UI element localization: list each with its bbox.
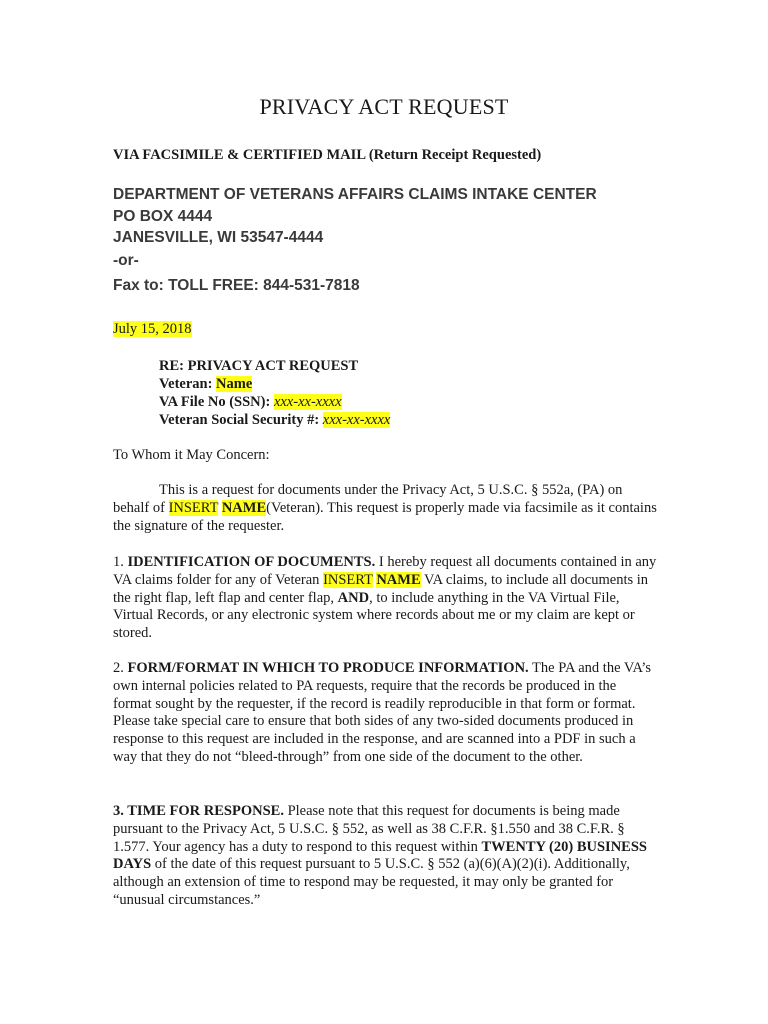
p1-name: NAME xyxy=(221,499,267,516)
file-no-label: VA File No (SSN): xyxy=(159,394,274,410)
salutation: To Whom it May Concern: xyxy=(113,447,270,463)
p3-num: 2. xyxy=(113,660,128,676)
fax-line: Fax to: TOLL FREE: 844-531-7818 xyxy=(113,277,360,294)
p3-heading: FORM/FORMAT IN WHICH TO PRODUCE INFORMATION. xyxy=(127,660,529,676)
address-line-3: JANESVILLE, WI 53547-4444 xyxy=(113,229,324,246)
document-title: PRIVACY ACT REQUEST xyxy=(259,94,509,119)
p2-text-c: , to include anything in the VA Virtual File, Virtual Records, or any electronic system where records about me or my claim are kept or stored. xyxy=(113,589,635,642)
re-file-no xyxy=(159,393,342,411)
ssn-label: Veteran Social Security #: xyxy=(159,412,323,428)
p3-text-a: The PA and the VA’s own internal policies related to PA requests, require that the records be produced in the format sought by the requester, if the record is readily reproducible in that form or format. Please take special care to ensure that both sides of any two-sided documents produced in response to this request are included in the response, and are scanned into a PDF in such a way that they do not “bleed-through” from one side of the document to the other. xyxy=(113,660,652,765)
letter-date xyxy=(113,321,192,338)
time-paragraph xyxy=(113,803,658,910)
veteran-label: Veteran: xyxy=(159,376,217,392)
p4-text-b: of the date of this request pursuant to 5 U.S.C. § 552 (a)(6)(A)(2)(i). Additionally, although an extension of time to respond may be requested, it may only be granted for “unusual circumstances.” xyxy=(113,856,630,908)
re-subject: RE: PRIVACY ACT REQUEST xyxy=(159,358,359,374)
file-no-value: xxx-xx-xxxx xyxy=(273,394,342,410)
ssn-value: xxx-xx-xxxx xyxy=(322,412,391,428)
format-paragraph xyxy=(113,660,658,767)
re-veteran xyxy=(159,375,252,393)
p2-name: NAME xyxy=(376,571,421,588)
date-highlight: July 15, 2018 xyxy=(113,321,192,337)
p2-text-b: VA claims, to include all documents in the right flap, left flap and center flap, xyxy=(113,571,649,606)
veteran-name: Name xyxy=(216,376,253,392)
identification-paragraph xyxy=(113,554,658,643)
delivery-method: VIA FACSIMILE & CERTIFIED MAIL (Return Receipt Requested) xyxy=(113,147,542,163)
address-line-1: DEPARTMENT OF VETERANS AFFAIRS CLAIMS INTAKE CENTER xyxy=(113,186,597,203)
p2-heading: IDENTIFICATION OF DOCUMENTS. xyxy=(127,554,376,570)
address-line-2: PO BOX 4444 xyxy=(113,208,213,225)
address-or: -or- xyxy=(113,252,139,269)
p1-insert: INSERT xyxy=(168,499,219,516)
p2-insert: INSERT xyxy=(323,571,373,588)
p1-text-b: (Veteran). This request is properly made via facsimile as it contains the signature of the requester. xyxy=(113,499,657,534)
intro-paragraph xyxy=(113,482,658,535)
p4-text-a: Please note that this request for documents is being made pursuant to the Privacy Act, 5 U.S.C. § 552, as well as 38 C.F.R. §1.550 and 38 C.F.R. § 1.577. Your agency has a duty to respond to this request within xyxy=(113,803,625,855)
p2-num: 1. xyxy=(113,554,128,570)
p2-text-a: I hereby request all documents contained in any VA claims folder for any of Veteran xyxy=(113,554,657,588)
p4-days: TWENTY (20) BUSINESS DAYS xyxy=(113,838,647,873)
p4-heading: 3. TIME FOR RESPONSE. xyxy=(113,803,284,819)
p1-text-a: This is a request for documents under the Privacy Act, 5 U.S.C. § 552a, (PA) on behalf of xyxy=(113,482,623,516)
p2-and: AND xyxy=(337,589,370,606)
re-ssn xyxy=(159,411,390,429)
